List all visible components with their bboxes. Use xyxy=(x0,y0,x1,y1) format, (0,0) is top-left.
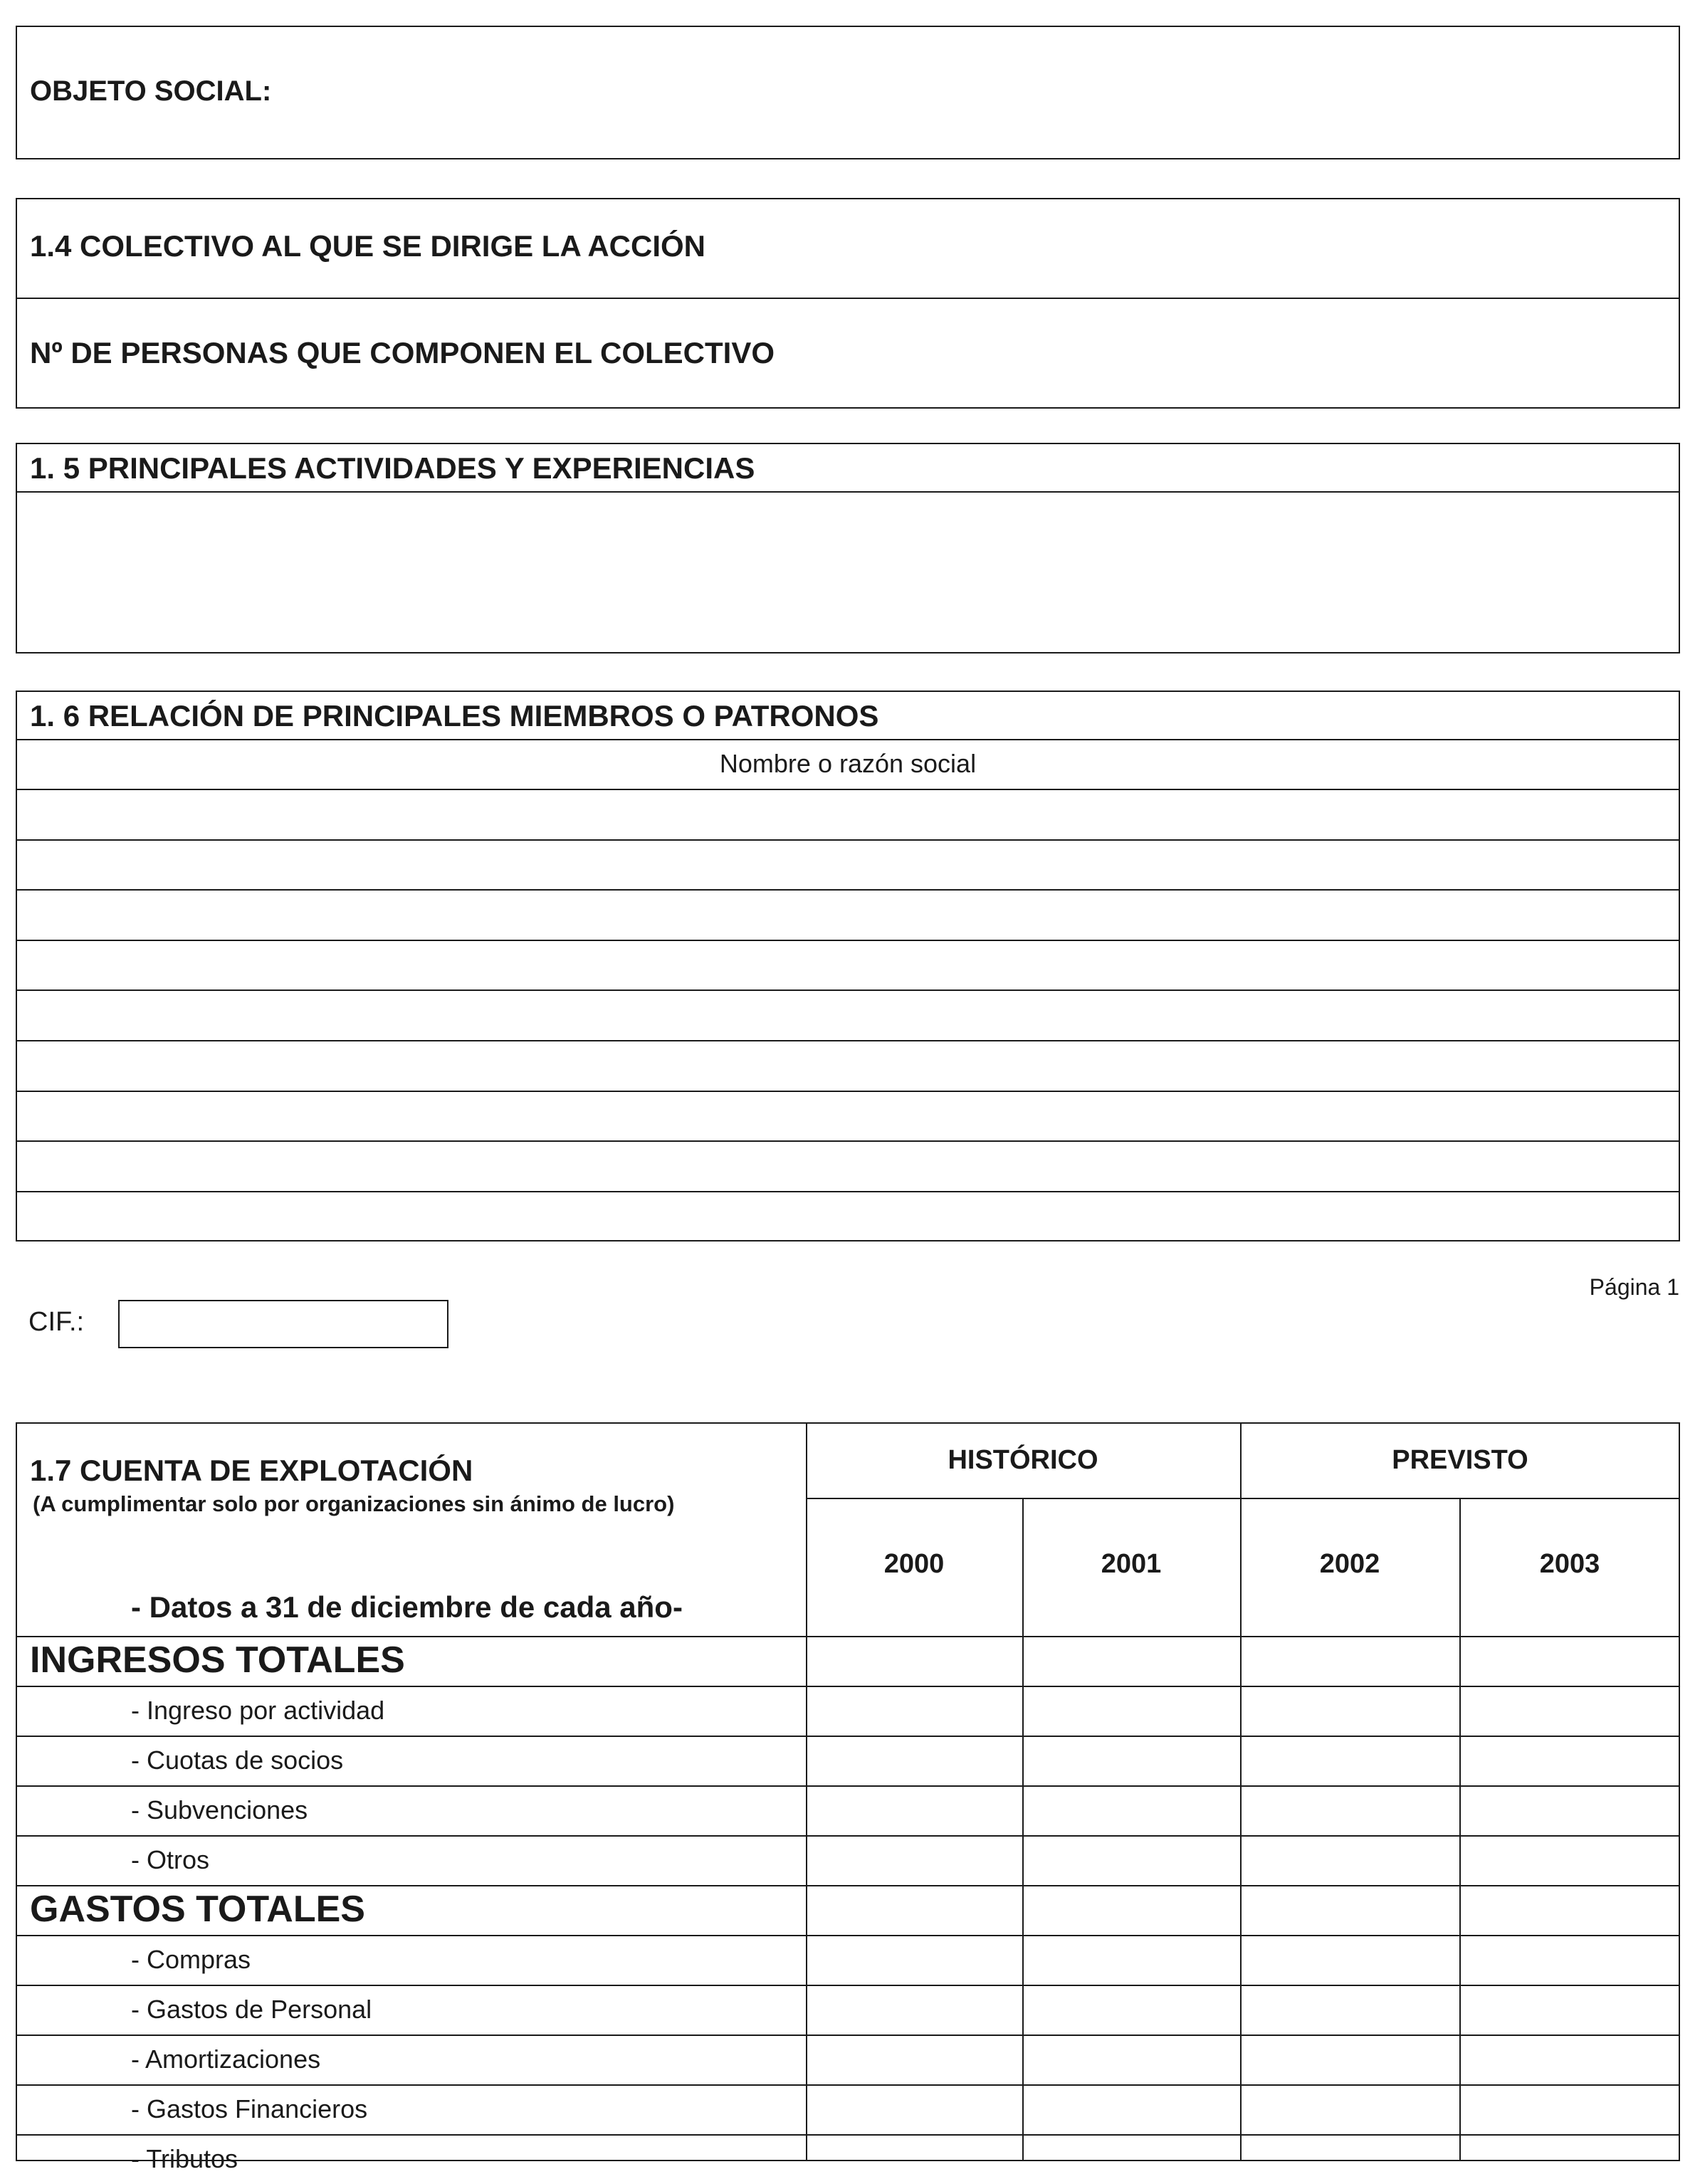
historico-header: HISTÓRICO xyxy=(948,1445,1098,1475)
cuenta-title: 1.7 CUENTA DE EXPLOTACIÓN xyxy=(30,1454,473,1487)
miembro-row[interactable] xyxy=(17,1140,1679,1191)
amount-cell[interactable] xyxy=(1022,1686,1240,1736)
amount-cell[interactable] xyxy=(806,1935,1022,1985)
miembro-row[interactable] xyxy=(17,839,1679,890)
miembro-row[interactable] xyxy=(17,989,1679,1040)
actividades-section xyxy=(16,443,1680,653)
miembros-section xyxy=(16,691,1680,1241)
colectivo-section xyxy=(16,198,1680,409)
amount-cell[interactable] xyxy=(1022,1736,1240,1785)
miembro-row[interactable] xyxy=(17,1191,1679,1241)
amount-cell[interactable] xyxy=(1240,2134,1459,2184)
date-note: - Datos a 31 de diciembre de cada año- xyxy=(131,1590,683,1624)
amount-cell[interactable] xyxy=(1240,1736,1459,1785)
miembro-row[interactable] xyxy=(17,1040,1679,1091)
gasto-row-label: - Compras xyxy=(131,1945,251,1974)
amount-cell[interactable] xyxy=(806,1885,1022,1935)
year-header: 2003 xyxy=(1539,1549,1600,1579)
previsto-header: PREVISTO xyxy=(1392,1445,1528,1475)
amount-cell[interactable] xyxy=(806,2035,1022,2084)
amount-cell[interactable] xyxy=(1240,2035,1459,2084)
actividades-title: 1. 5 PRINCIPALES ACTIVIDADES Y EXPERIENCIAS xyxy=(30,451,755,485)
amount-cell[interactable] xyxy=(1459,1636,1680,1686)
cuenta-note: (A cumplimentar solo por organizaciones sin ánimo de lucro) xyxy=(33,1491,675,1516)
nombre-column-header: Nombre o razón social xyxy=(719,749,977,778)
amount-cell[interactable] xyxy=(1240,1686,1459,1736)
year-header: 2001 xyxy=(1101,1549,1162,1579)
gasto-row-label: - Tributos xyxy=(131,2144,238,2173)
miembro-row[interactable] xyxy=(17,789,1679,839)
actividades-field[interactable] xyxy=(17,493,1679,652)
amount-cell[interactable] xyxy=(1459,2084,1680,2134)
amount-cell[interactable] xyxy=(1022,1835,1240,1885)
amount-cell[interactable] xyxy=(1459,2134,1680,2184)
amount-cell[interactable] xyxy=(1240,1885,1459,1935)
cif-label: CIF.: xyxy=(28,1307,85,1337)
amount-cell[interactable] xyxy=(806,1835,1022,1885)
objeto-social-box[interactable] xyxy=(16,26,1680,159)
amount-cell[interactable] xyxy=(806,2084,1022,2134)
amount-cell[interactable] xyxy=(1022,2084,1240,2134)
miembro-row[interactable] xyxy=(17,1091,1679,1141)
amount-cell[interactable] xyxy=(1022,1636,1240,1686)
amount-cell[interactable] xyxy=(1459,1736,1680,1785)
page-number: Página 1 xyxy=(1589,1274,1679,1300)
amount-cell[interactable] xyxy=(1459,1686,1680,1736)
amount-cell[interactable] xyxy=(1240,1985,1459,2035)
amount-cell[interactable] xyxy=(806,1686,1022,1736)
divider xyxy=(17,298,1679,299)
amount-cell[interactable] xyxy=(1240,1935,1459,1985)
amount-cell[interactable] xyxy=(1459,1785,1680,1835)
cuenta-explotacion-table xyxy=(16,1422,1680,2173)
amount-cell[interactable] xyxy=(1022,1985,1240,2035)
gastos-totales-label: GASTOS TOTALES xyxy=(30,1889,365,1930)
amount-cell[interactable] xyxy=(806,1636,1022,1686)
year-header: 2000 xyxy=(883,1549,945,1579)
cif-field[interactable] xyxy=(118,1300,448,1348)
miembro-row[interactable] xyxy=(17,889,1679,940)
gasto-row-label: - Gastos Financieros xyxy=(131,2094,368,2123)
amount-cell[interactable] xyxy=(806,1985,1022,2035)
ingreso-row-label: - Ingreso por actividad xyxy=(131,1696,385,1725)
divider xyxy=(806,1498,1679,1499)
year-header: 2002 xyxy=(1319,1549,1380,1579)
ingreso-row-label: - Otros xyxy=(131,1845,210,1874)
amount-cell[interactable] xyxy=(1240,2084,1459,2134)
personas-label: Nº DE PERSONAS QUE COMPONEN EL COLECTIVO xyxy=(30,336,775,369)
amount-cell[interactable] xyxy=(1459,2035,1680,2084)
ingresos-totales-label: INGRESOS TOTALES xyxy=(30,1639,405,1681)
objeto-social-label: OBJETO SOCIAL: xyxy=(30,75,272,107)
miembro-row[interactable] xyxy=(17,940,1679,990)
ingreso-row-label: - Subvenciones xyxy=(131,1795,308,1825)
gasto-row-label: - Gastos de Personal xyxy=(131,1995,372,2024)
ingreso-row-label: - Cuotas de socios xyxy=(131,1745,344,1775)
amount-cell[interactable] xyxy=(806,1785,1022,1835)
amount-cell[interactable] xyxy=(1240,1785,1459,1835)
amount-cell[interactable] xyxy=(1022,2134,1240,2184)
amount-cell[interactable] xyxy=(1022,2035,1240,2084)
colectivo-title: 1.4 COLECTIVO AL QUE SE DIRIGE LA ACCIÓN xyxy=(30,229,705,263)
amount-cell[interactable] xyxy=(1022,1935,1240,1985)
amount-cell[interactable] xyxy=(1459,1935,1680,1985)
amount-cell[interactable] xyxy=(806,1736,1022,1785)
gasto-row-label: - Amortizaciones xyxy=(131,2044,321,2074)
amount-cell[interactable] xyxy=(1022,1785,1240,1835)
amount-cell[interactable] xyxy=(1240,1835,1459,1885)
amount-cell[interactable] xyxy=(1459,1885,1680,1935)
amount-cell[interactable] xyxy=(1240,1636,1459,1686)
miembros-title: 1. 6 RELACIÓN DE PRINCIPALES MIEMBROS O PATRONOS xyxy=(30,699,879,733)
amount-cell[interactable] xyxy=(1459,1985,1680,2035)
amount-cell[interactable] xyxy=(806,2134,1022,2184)
amount-cell[interactable] xyxy=(1022,1885,1240,1935)
amount-cell[interactable] xyxy=(1459,1835,1680,1885)
